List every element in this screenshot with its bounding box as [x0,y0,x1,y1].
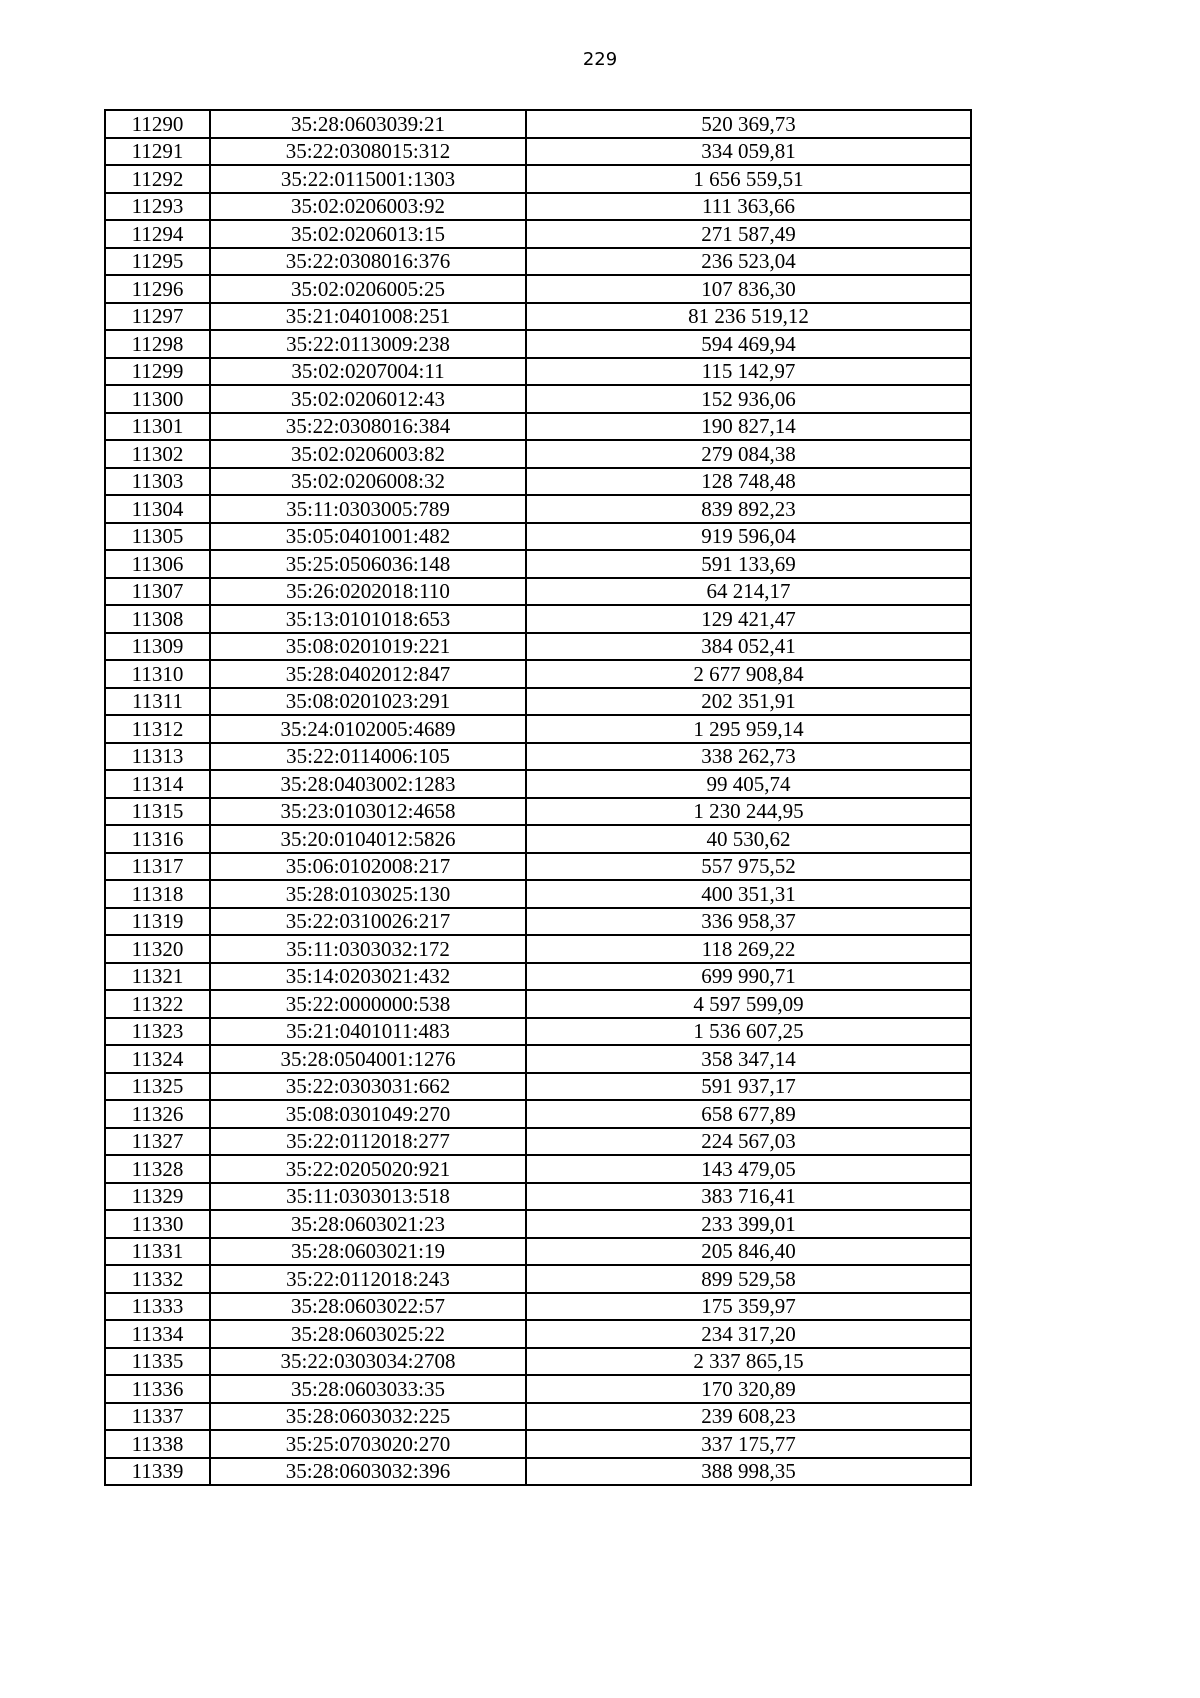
table-row [105,193,971,221]
value-cell: 658 677,89 [526,1100,971,1128]
table-row [105,770,971,798]
table-row [105,220,971,248]
value-cell: 99 405,74 [526,770,971,798]
value-cell: 170 320,89 [526,1375,971,1403]
value-cell: 839 892,23 [526,495,971,523]
table-row [105,1073,971,1101]
value-cell: 334 059,81 [526,138,971,166]
table-row [105,1045,971,1073]
table-row [105,1265,971,1293]
cadastral-number-cell: 35:11:0303005:789 [210,495,526,523]
page-number: 229 [582,49,618,70]
value-cell: 337 175,77 [526,1430,971,1458]
cadastral-number-cell: 35:11:0303013:518 [210,1183,526,1211]
row-number-cell: 11309 [105,633,210,661]
value-cell: 118 269,22 [526,935,971,963]
row-number-cell: 11334 [105,1320,210,1348]
cadastral-number-cell: 35:28:0403002:1283 [210,770,526,798]
table-row [105,468,971,496]
table-row [105,1155,971,1183]
value-cell: 591 133,69 [526,550,971,578]
cadastral-number-cell: 35:02:0206013:15 [210,220,526,248]
cadastral-number-cell: 35:25:0506036:148 [210,550,526,578]
cadastral-number-cell: 35:22:0308016:384 [210,413,526,441]
cadastral-number-cell: 35:22:0114006:105 [210,743,526,771]
value-cell: 336 958,37 [526,908,971,936]
table-row [105,275,971,303]
table-row [105,798,971,826]
table-row [105,853,971,881]
row-number-cell: 11302 [105,440,210,468]
value-cell: 81 236 519,12 [526,303,971,331]
row-number-cell: 11290 [105,110,210,138]
row-number-cell: 11306 [105,550,210,578]
cadastral-number-cell: 35:22:0303031:662 [210,1073,526,1101]
value-cell: 4 597 599,09 [526,990,971,1018]
cadastral-number-cell: 35:14:0203021:432 [210,963,526,991]
cadastral-number-cell: 35:08:0201023:291 [210,688,526,716]
value-cell: 115 142,97 [526,358,971,386]
row-number-cell: 11324 [105,1045,210,1073]
value-cell: 190 827,14 [526,413,971,441]
value-cell: 2 337 865,15 [526,1348,971,1376]
value-cell: 234 317,20 [526,1320,971,1348]
cadastral-number-cell: 35:11:0303032:172 [210,935,526,963]
table-body [105,110,971,1485]
cadastral-number-cell: 35:28:0504001:1276 [210,1045,526,1073]
row-number-cell: 11316 [105,825,210,853]
table-row [105,358,971,386]
row-number-cell: 11335 [105,1348,210,1376]
cadastral-number-cell: 35:28:0603025:22 [210,1320,526,1348]
table-row [105,440,971,468]
row-number-cell: 11305 [105,523,210,551]
cadastral-number-cell: 35:22:0000000:538 [210,990,526,1018]
table-row [105,715,971,743]
row-number-cell: 11313 [105,743,210,771]
table-row [105,1018,971,1046]
table-row [105,935,971,963]
value-cell: 1 230 244,95 [526,798,971,826]
row-number-cell: 11312 [105,715,210,743]
row-number-cell: 11310 [105,660,210,688]
table-row [105,385,971,413]
row-number-cell: 11291 [105,138,210,166]
cadastral-number-cell: 35:06:0102008:217 [210,853,526,881]
cadastral-number-cell: 35:28:0603021:19 [210,1238,526,1266]
row-number-cell: 11315 [105,798,210,826]
table-row [105,495,971,523]
table-row [105,1458,971,1486]
row-number-cell: 11325 [105,1073,210,1101]
cadastral-number-cell: 35:26:0202018:110 [210,578,526,606]
row-number-cell: 11330 [105,1210,210,1238]
table-row [105,1210,971,1238]
cadastral-number-cell: 35:22:0205020:921 [210,1155,526,1183]
row-number-cell: 11322 [105,990,210,1018]
table-row [105,165,971,193]
value-cell: 271 587,49 [526,220,971,248]
row-number-cell: 11298 [105,330,210,358]
value-cell: 202 351,91 [526,688,971,716]
cadastral-number-cell: 35:02:0206003:82 [210,440,526,468]
value-cell: 143 479,05 [526,1155,971,1183]
table-row [105,660,971,688]
row-number-cell: 11300 [105,385,210,413]
value-cell: 40 530,62 [526,825,971,853]
cadastral-number-cell: 35:02:0206003:92 [210,193,526,221]
row-number-cell: 11320 [105,935,210,963]
row-number-cell: 11319 [105,908,210,936]
table-row [105,1100,971,1128]
cadastral-number-cell: 35:25:0703020:270 [210,1430,526,1458]
row-number-cell: 11339 [105,1458,210,1486]
cadastral-number-cell: 35:22:0113009:238 [210,330,526,358]
value-cell: 1 295 959,14 [526,715,971,743]
row-number-cell: 11296 [105,275,210,303]
table-row [105,523,971,551]
value-cell: 899 529,58 [526,1265,971,1293]
row-number-cell: 11318 [105,880,210,908]
table-row [105,963,971,991]
value-cell: 520 369,73 [526,110,971,138]
row-number-cell: 11327 [105,1128,210,1156]
row-number-cell: 11326 [105,1100,210,1128]
cadastral-number-cell: 35:28:0603022:57 [210,1293,526,1321]
value-cell: 279 084,38 [526,440,971,468]
table-row [105,550,971,578]
row-number-cell: 11301 [105,413,210,441]
value-cell: 128 748,48 [526,468,971,496]
table-row [105,1320,971,1348]
value-cell: 594 469,94 [526,330,971,358]
value-cell: 1 656 559,51 [526,165,971,193]
cadastral-number-cell: 35:02:0206008:32 [210,468,526,496]
cadastral-number-cell: 35:05:0401001:482 [210,523,526,551]
row-number-cell: 11333 [105,1293,210,1321]
cadastral-number-cell: 35:28:0603039:21 [210,110,526,138]
row-number-cell: 11292 [105,165,210,193]
table-row [105,605,971,633]
table-row [105,633,971,661]
table-row [105,1430,971,1458]
value-cell: 233 399,01 [526,1210,971,1238]
table-row [105,330,971,358]
value-cell: 383 716,41 [526,1183,971,1211]
table-row [105,248,971,276]
row-number-cell: 11331 [105,1238,210,1266]
table-row [105,1238,971,1266]
value-cell: 205 846,40 [526,1238,971,1266]
cadastral-number-cell: 35:28:0603032:396 [210,1458,526,1486]
row-number-cell: 11294 [105,220,210,248]
row-number-cell: 11293 [105,193,210,221]
table-row [105,1403,971,1431]
cadastral-number-cell: 35:02:0206012:43 [210,385,526,413]
table-row [105,1293,971,1321]
row-number-cell: 11299 [105,358,210,386]
cadastral-number-cell: 35:22:0112018:243 [210,1265,526,1293]
row-number-cell: 11308 [105,605,210,633]
table-row [105,1183,971,1211]
value-cell: 358 347,14 [526,1045,971,1073]
value-cell: 64 214,17 [526,578,971,606]
table-row [105,743,971,771]
row-number-cell: 11317 [105,853,210,881]
value-cell: 400 351,31 [526,880,971,908]
value-cell: 919 596,04 [526,523,971,551]
cadastral-number-cell: 35:22:0112018:277 [210,1128,526,1156]
value-cell: 384 052,41 [526,633,971,661]
table-row [105,880,971,908]
cadastral-number-cell: 35:02:0207004:11 [210,358,526,386]
table-row [105,303,971,331]
row-number-cell: 11307 [105,578,210,606]
value-cell: 338 262,73 [526,743,971,771]
cadastral-number-cell: 35:28:0603032:225 [210,1403,526,1431]
row-number-cell: 11329 [105,1183,210,1211]
row-number-cell: 11304 [105,495,210,523]
cadastral-number-cell: 35:13:0101018:653 [210,605,526,633]
table-row [105,1348,971,1376]
value-cell: 1 536 607,25 [526,1018,971,1046]
cadastral-number-cell: 35:22:0308016:376 [210,248,526,276]
row-number-cell: 11303 [105,468,210,496]
row-number-cell: 11328 [105,1155,210,1183]
table-row [105,138,971,166]
row-number-cell: 11297 [105,303,210,331]
cadastral-number-cell: 35:22:0310026:217 [210,908,526,936]
cadastral-number-cell: 35:24:0102005:4689 [210,715,526,743]
cadastral-number-cell: 35:28:0103025:130 [210,880,526,908]
value-cell: 2 677 908,84 [526,660,971,688]
table-row [105,578,971,606]
value-cell: 236 523,04 [526,248,971,276]
cadastral-number-cell: 35:22:0115001:1303 [210,165,526,193]
row-number-cell: 11321 [105,963,210,991]
table-row [105,825,971,853]
cadastral-number-cell: 35:02:0206005:25 [210,275,526,303]
row-number-cell: 11332 [105,1265,210,1293]
row-number-cell: 11314 [105,770,210,798]
row-number-cell: 11323 [105,1018,210,1046]
value-cell: 224 567,03 [526,1128,971,1156]
value-cell: 152 936,06 [526,385,971,413]
cadastral-number-cell: 35:08:0301049:270 [210,1100,526,1128]
row-number-cell: 11311 [105,688,210,716]
row-number-cell: 11337 [105,1403,210,1431]
cadastral-number-cell: 35:20:0104012:5826 [210,825,526,853]
cadastral-number-cell: 35:28:0603021:23 [210,1210,526,1238]
value-cell: 107 836,30 [526,275,971,303]
value-cell: 239 608,23 [526,1403,971,1431]
table-row [105,908,971,936]
table-row [105,688,971,716]
cadastral-number-cell: 35:22:0308015:312 [210,138,526,166]
cadastral-number-cell: 35:08:0201019:221 [210,633,526,661]
table-row [105,110,971,138]
row-number-cell: 11295 [105,248,210,276]
table-row [105,413,971,441]
row-number-cell: 11336 [105,1375,210,1403]
value-cell: 111 363,66 [526,193,971,221]
table-row [105,990,971,1018]
value-cell: 129 421,47 [526,605,971,633]
cadastral-number-cell: 35:23:0103012:4658 [210,798,526,826]
value-cell: 557 975,52 [526,853,971,881]
cadastral-number-cell: 35:22:0303034:2708 [210,1348,526,1376]
value-cell: 175 359,97 [526,1293,971,1321]
row-number-cell: 11338 [105,1430,210,1458]
value-cell: 591 937,17 [526,1073,971,1101]
cadastral-number-cell: 35:28:0603033:35 [210,1375,526,1403]
value-cell: 699 990,71 [526,963,971,991]
data-table [104,109,972,1486]
table-row [105,1128,971,1156]
value-cell: 388 998,35 [526,1458,971,1486]
cadastral-number-cell: 35:21:0401011:483 [210,1018,526,1046]
cadastral-number-cell: 35:21:0401008:251 [210,303,526,331]
cadastral-number-cell: 35:28:0402012:847 [210,660,526,688]
table-row [105,1375,971,1403]
